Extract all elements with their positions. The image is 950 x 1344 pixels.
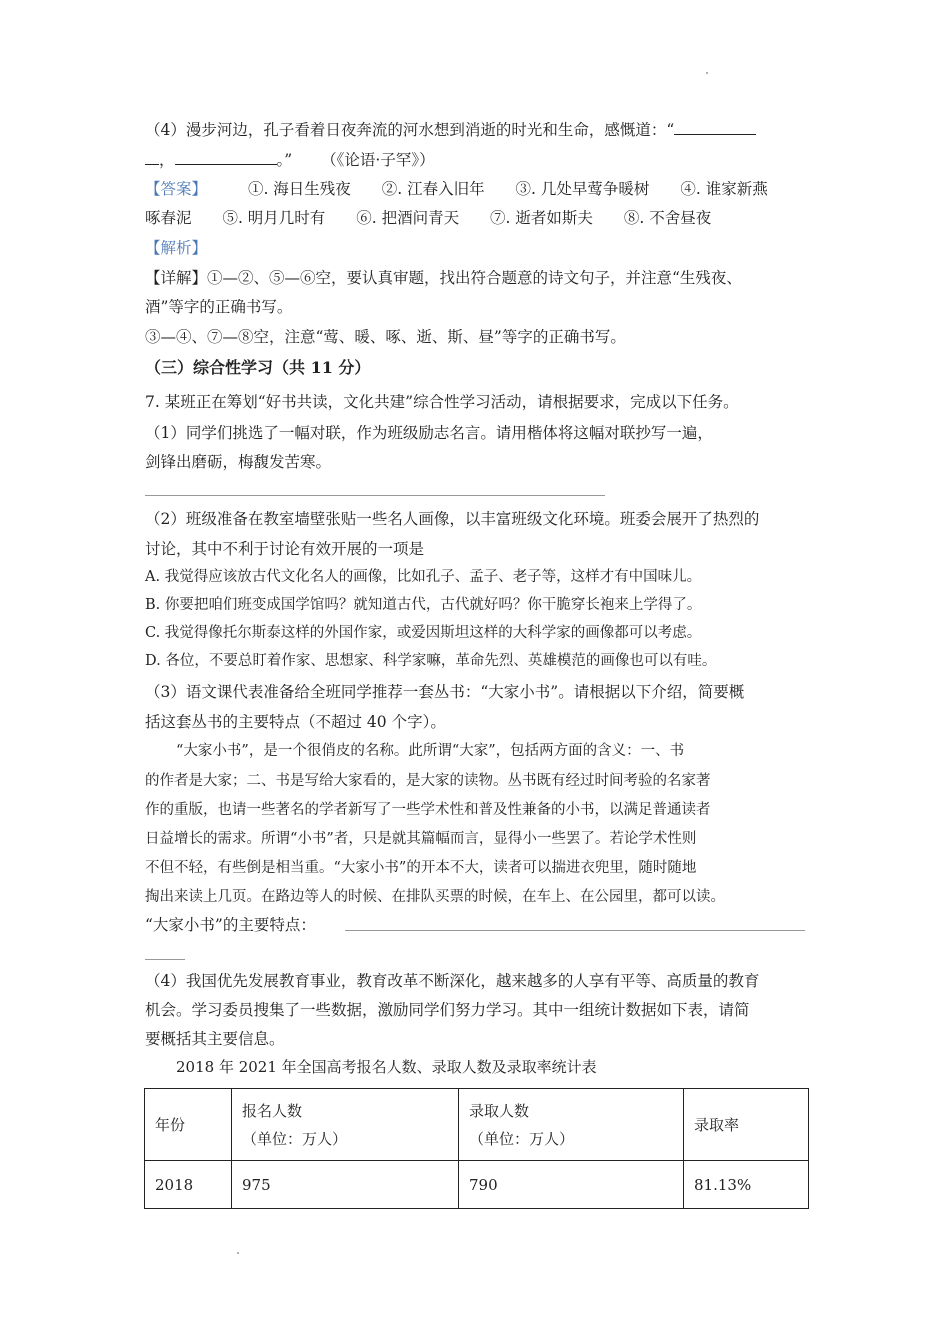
- q4-poem-text: （4）漫步河边，孔子看着日夜奔流的河水想到消逝的时光和生命，感慨道：“: [145, 121, 675, 139]
- analysis-detail: 【详解】①—②、⑤—⑥空，要认真审题，找出符合题意的诗文句子，并注意“生残夜、: [145, 269, 742, 287]
- answer-line[interactable]: [345, 930, 805, 931]
- analysis-detail: 酒”等字的正确书写。: [145, 298, 293, 316]
- option-b[interactable]: B. 你要把咱们班变成国学馆吗？就知道古代，古代就好吗？你干脆穿长袍来上学得了。: [145, 597, 702, 613]
- cell-admitted: 790: [459, 1161, 684, 1209]
- q4-poem-comma: ，: [159, 151, 175, 169]
- q7-part2: （2）班级准备在教室墙壁张贴一些名人画像，以丰富班级文化环境。班委会展开了热烈的: [145, 510, 760, 528]
- header-applicants-unit: （单位：万人）: [242, 1129, 348, 1148]
- header-admitted-label: 录取人数: [469, 1101, 530, 1120]
- answer-item: ①. 海日生残夜: [247, 180, 351, 198]
- answer-item: ⑧. 不舍昼夜: [623, 209, 712, 227]
- q7-part2: 讨论，其中不利于讨论有效开展的一项是: [145, 540, 425, 558]
- q7-part1: （1）同学们挑选了一幅对联，作为班级励志名言。请用楷体将这幅对联抄写一遍，: [145, 424, 713, 442]
- answer-item: ②. 江春入旧年: [381, 180, 485, 198]
- answer-line2: [145, 207, 711, 229]
- passage-line: 不但不轻，有些倒是相当重。“大家小书”的开本不大，读者可以揣进衣兜里，随时随地: [145, 860, 697, 876]
- option-d[interactable]: D. 各位，不要总盯着作家、思想家、科学家嘛，革命先烈、英雄模范的画像也可以有哇。: [145, 653, 717, 669]
- answer-blank[interactable]: [175, 148, 277, 165]
- answer-blank[interactable]: [145, 148, 159, 165]
- answer-item: ⑤. 明月几时有: [222, 209, 326, 227]
- passage-line: 的作者是大家；二、书是写给大家看的，是大家的读物。丛书既有经过时间考验的名家著: [145, 773, 711, 789]
- cell-year: 2018: [145, 1161, 232, 1209]
- table-row: [145, 1161, 809, 1209]
- table-header-row: [145, 1089, 809, 1161]
- answer-label: 【答案】: [145, 180, 208, 198]
- q4-poem-line1: [145, 118, 756, 141]
- answer-item: 啄春泥: [145, 209, 192, 227]
- q4-poem-source: （《论语·子罕》）: [321, 151, 435, 169]
- passage-line: 作的重版，也请一些著名的学者新写了一些学术性和普及性兼备的小书，以满足普通读者: [145, 802, 711, 818]
- option-a[interactable]: A. 我觉得应该放古代文化名人的画像，比如孔子、孟子、老子等，这样才有中国味儿。: [145, 569, 702, 585]
- writing-line: [145, 495, 605, 496]
- q7-intro: 7. 某班正在筹划“好书共读，文化共建”综合性学习活动，请根据要求，完成以下任务。: [145, 393, 739, 411]
- header-admitted: [459, 1089, 684, 1161]
- cell-rate: 81.13%: [684, 1161, 809, 1209]
- bottom-dot: [237, 1252, 239, 1254]
- corner-dot: [706, 72, 708, 74]
- header-year: 年份: [145, 1089, 232, 1161]
- answer-line[interactable]: [145, 959, 185, 960]
- section-heading: （三）综合性学习（共 11 分）: [145, 358, 371, 377]
- stats-table: [144, 1088, 809, 1209]
- q4-poem-end: 。”: [276, 151, 293, 169]
- answer-item: ⑥. 把酒问青天: [356, 209, 460, 227]
- cell-applicants: 975: [232, 1161, 459, 1209]
- option-c[interactable]: C. 我觉得像托尔斯泰这样的外国作家，或爱因斯坦这样的大科学家的画像都可以考虑。: [145, 625, 702, 641]
- header-applicants: [232, 1089, 459, 1161]
- features-label: “大家小书”的主要特点：: [145, 916, 316, 934]
- passage-line: 掏出来读上几页。在路边等人的时候、在排队买票的时候，在车上、在公园里，都可以读。: [145, 889, 725, 905]
- passage-line: “大家小书”，是一个很俏皮的名称。此所谓“大家”，包括两方面的含义：一、书: [176, 743, 685, 759]
- header-applicants-label: 报名人数: [242, 1101, 303, 1120]
- analysis-detail: ③—④、⑦—⑧空，注意“莺、暖、啄、逝、斯、昼”等字的正确书写。: [145, 328, 626, 346]
- header-admitted-unit: （单位：万人）: [469, 1129, 575, 1148]
- answer-item: ⑦. 逝者如斯夫: [490, 209, 593, 227]
- q7-part4: 要概括其主要信息。: [145, 1030, 285, 1048]
- q4-poem-line2: [145, 148, 435, 171]
- answer-blank[interactable]: [674, 118, 756, 135]
- table-caption: 2018 年 2021 年全国高考报名人数、录取人数及录取率统计表: [176, 1058, 597, 1076]
- q7-part3: 括这套丛书的主要特点（不超过 40 个字）。: [145, 713, 446, 731]
- analysis-label: 【解析】: [145, 239, 208, 257]
- couplet: 剑锋出磨砺，梅馥发苦寒。: [145, 453, 332, 471]
- answer-item: ④. 谁家新燕: [680, 180, 768, 198]
- q7-part3: （3）语文课代表准备给全班同学推荐一套丛书：“大家小书”。请根据以下介绍，简要概: [145, 683, 745, 701]
- q7-part4: 机会。学习委员搜集了一些数据，激励同学们努力学习。其中一组统计数据如下表，请简: [145, 1001, 750, 1019]
- q7-part4: （4）我国优先发展教育事业，教育改革不断深化，越来越多的人享有平等、高质量的教育: [145, 972, 760, 990]
- passage-line: 日益增长的需求。所谓“小书”者，只是就其篇幅而言，显得小一些罢了。若论学术性则: [145, 831, 697, 847]
- header-rate: 录取率: [684, 1089, 809, 1161]
- answer-line1: [145, 178, 768, 200]
- answer-item: ③. 几处早莺争暖树: [515, 180, 650, 198]
